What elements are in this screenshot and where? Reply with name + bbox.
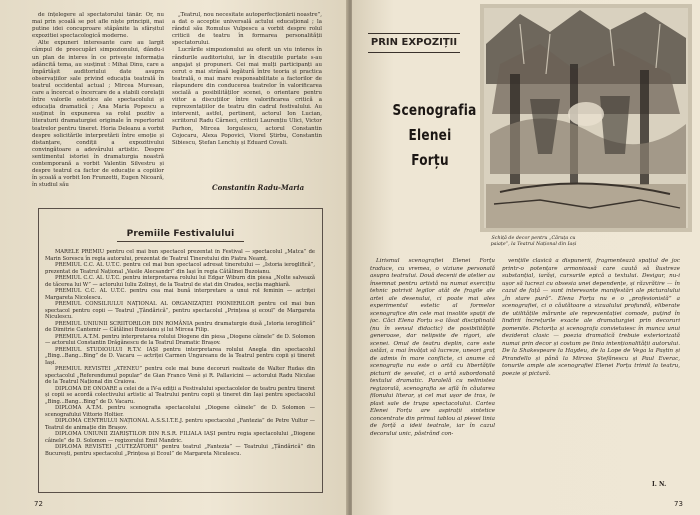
title-underline — [117, 241, 244, 242]
awards-box — [38, 208, 323, 493]
paragraph: „Teatrul, nou necesitate autoperfecționării noastre”, a dat o acceptie universală actului educațional ; la rândul său Romulus Vulpescu a vorbit despre rolul criticii de teatru în formarea personalității spectatorului. — [172, 12, 322, 47]
image-caption: Schiță de decor pentru „Căruța cu paiațe”, la Teatrul Național din Iași — [490, 236, 577, 248]
stage-design-sketch — [480, 4, 692, 232]
left-page — [0, 0, 348, 515]
award-item: PREMIUL A.T.M. pentru interpretarea rolului Diogene din piesa „Diogene câinele” de D. Solomon — actorului Constantin Drăgănescu de la Teatrul Dramatic Brașov. — [45, 333, 315, 346]
award-item: PREMIUL C.C. AL U.T.C. pentru cel mai bun spectacol adresat tineretului — „Istoria ieroglifică”, prezentat de Teatrul Național „Vasile Alecsandri” din Iași în regia Cătălinei Buzoianu. — [45, 262, 315, 275]
paragraph: vențiile clasică a dispunerii, fragmentează spațiul de joc printr-o potențare armonioasă care caută să îlustreze substanțial, iarăși, cursurile epică a textului. Desigur, nu-i ușor să lucrezi cu obsesia unei dependențe, și răzvrătire — în cazul de față — sunt interesante manifestări ale picturalului „în stare pură”. Elena Forțu nu e o „profesionistă” a scenografiei, ci o căutătoare a vizualului profundă, eliberate de utilitățile mărunte ale reprezentației comode, puțind în lindirii încrețurile exacte ale dramaturgiei prin decoruri pomenite. Pictorița și scenografa convietuiesc în munca unui deziderat clasic — poezia dramatică trebuie exteriorizată numai prin decor și costum pe linia intenționalității autorului. De la Shakespeare la Haydeu, de la Lope de Vega la Paștin și Pirandello și până la Mircea Ștefănescu și Paul Everac, tonurile ample ale scenografiei Elenei Forțu trimit la teatru, poezie și pictură. — [502, 258, 680, 377]
title-line: Forțu — [411, 151, 449, 169]
page-number-left: 72 — [34, 500, 43, 508]
section-heading: PRIN EXPOZIȚII — [368, 33, 460, 53]
award-item: PREMIUL CONSILIULUI NAȚIONAL AL ORGANIZAȚIEI PIONIERILOR pentru cel mai bun spectacol pentru copii — Teatrul „Țăndărică”, pentru spectacolul „Prințesa și ecoul” de Margareta Niculescu. — [45, 301, 315, 320]
title-line: Elenei — [408, 126, 452, 144]
right-article-column-1 — [370, 258, 495, 501]
article-signature: Constantin Radu-Maria — [212, 183, 305, 192]
left-article-column-2 — [172, 12, 322, 180]
paragraph: Lirismul scenografiei Elenei Forțu traduce, cu vremea, o viziune personală asupra teatrului. Două decenii de atelier au însemnat pentru artistă nu numai exercițiu tehnic potrivit legilor atât de fragile ale artei ale desenului, ci poate mai ales experimentul estetic al formelor scenografice din cele mai insolite spații de joc. Căci Elena Forțu s-a lăsat disciplinată (nu în sensul didactic) de posibilitățile generoase, dar nelipsite de rigori, ale scenei. Omul de teatru deplin, care este astăzi, a mai învățat să lucreze, uneori graț de admis în mare conflicte, ci anume că scenografia nu este o artă cu libertățile picturii de șevalet, ci o artă subordonată textului dramatic. Paralelă cu nelinistea regizorală, scenografia se află în căutarea filonului literar, și cel mai ușor de tras, le plast sale de trupa spectacolului. Cartea Elenei Forțu are aspirații sintetice concentrate din primul tablou al piesei linia de forță a ideii teatrale, iar în cazul decorului unic, păstrând con- — [370, 258, 495, 437]
right-page — [352, 0, 700, 515]
award-item: PREMIUL UNIUNII SCRIITORILOR DIN ROMÂNIA pentru dramaturgie dusă „Istoria ieroglifică” de Dimitrie Cantemir — Cătălinei Buzoianu și lui Mircea Filip. — [45, 320, 315, 333]
award-item: PREMIUL C.C. AL U.T.C. pentru interpretarea rolului lui Edgar Wiburn din piesa „Nolte salvează de tăcerea lui W” — actorului Iuliu Zolinyi, de la Teatrul de stat din Oradea, secția maghiară. — [45, 275, 315, 288]
award-item: PREMIUL STUDIOULUI R.T.V. IAȘI pentru interpretarea rolului Anegla din spectacolul „Bing...Bang...Bing” de D. Vacaru — actriței Carmen Ungureanu de la Teatrul pentru copii și tineret Iași. — [45, 346, 315, 366]
article-signature: I. N. — [652, 481, 667, 488]
sketch-illustration — [480, 4, 692, 232]
paragraph: de înțelegere al spectatorului tânăr. Or, nu mai prin școală se pot afle niște principii, mai putine idei concuproare stăpânite la sfârșitul expozitiei spectacologică moderne. — [32, 12, 164, 40]
awards-title: Premiile Festivalului — [126, 229, 235, 239]
award-item: DIPLOMA A.T.M. pentru scenografia spectacolului „Diogene câinele” de D. Solomon — scenografului Vittorio Holtier. — [45, 405, 315, 418]
award-item: PREMIUL REVISTEI „ATENEU” pentru cele mai bune decoruri realizate de Walter Rudas din spectacolul „Referendumul popular” de Gian Franco Venè și R. Pallavicini — actorului Radu Niculae de la Teatrul Național din Craiova. — [45, 366, 315, 385]
left-article-column-1 — [32, 12, 164, 188]
awards-list — [45, 249, 315, 487]
award-item: DIPLOMA REVISTEI „CUTEZĂTORII” pentru teatrul „Fantezia” — Teatrului „Țăndărică” din București, pentru spectacolul „Prințesa și Ecoul” de Margareta Niculescu. — [45, 444, 315, 457]
page-number-right: 73 — [674, 500, 683, 508]
paragraph: Lucrările simpozionului au oferit un viu interes în rândurile auditoriului, iar în discuțiile purtate s-au angajat și propuneri. Cei mai mulți participanți au cerut o mai strânsă legătură între teoria și practica teatrală, o mai mare responsabilitate a factorilor de răspundere din conducerea teatrelor în valorificarea socială a posibilităților scenei, o orientare pentru viitor a discuțiilor între valorificarea critică a reprezentațiilor de teatru din cadrul festivalului. Au intervenit, astfel, pertinent, actorul Ion Lucian, scriitorul Radu Cârneci, criticii Laurențiu Ulici, Victor Parhon, Mircea Iorgulescu, actorul Constantin Cojocaru, Alexa Popovici, Viorel Știrbu, Constantin Sibiescu, Ștefan Lenchiș și Eduard Covali. — [172, 47, 322, 146]
award-item: DIPLOMA CENTRULUI NAȚIONAL A.S.S.I.T.E.J. pentru spectacolul „Fantezia” de Petre Vultur — Teatrul de animație din Brașov. — [45, 418, 315, 431]
article-title — [392, 98, 477, 173]
title-line: Scenografia — [392, 101, 477, 119]
award-item: MARELE PREMIU pentru cel mai bun spectacol prezentat în Festival — spectacolul „Matca” de Marin Sorescu în regia autorului, prezentat de Teatrul Tineretului din Piatra Neamț. — [45, 249, 315, 262]
paragraph: Alte expuneri interesante care au largit câmpul de preocupări simpozionului, dându-i un plan de interes în ce privește informația adâncită tema, au susținut : Mihai Dinu, care a împărtășit auditoriului date asupra observațiilor sale privind educația teatrală în teatrul occidental actual ; Mircea Muresan, care a încercat o încercare de a stabili corelații între valorile estetice ale spectacolului și educația dramatică ; Ana Maria Popescu a susținut în expunerea sa rolul pozitiv a literaturii dramaturgiei originale în repertoriul teatrelor pentru tineret. Horia Deleanu a vorbit despre solicitările interpretării între emoție și distanțare, condiții a expozitivului convingătoare a adevărului artistic. Despre sentimentul istoriei în dramaturgia noastră contemporană a vorbit Valentin Silvestru și despre teatrul ca factor de educație a copiilor în școală a vorbit Ion Frunzetti, Eugen Nicoară, în studiul său — [32, 40, 164, 188]
right-article-column-2 — [502, 258, 680, 486]
award-item: DIPLOMA UNIUNII ZIARIȘTILOR DIN R.S.R. FILIALA IAȘI pentru regia spectacolului „Diogene câinele” de D. Solomon — regizorului Emil Mandric. — [45, 431, 315, 444]
award-item: DIPLOMA DE ONOARE a celei de a IV-a ediții a Festivalului spectacolelor de teatru pentru tineret și copii se acordă colectivului artistic al Teatrului pentru copii și tineret din Iași pentru spectacolul „Bing...Bang...Bing” de D. Vacaru. — [45, 385, 315, 405]
award-item: PREMIUL C.C. AL U.T.C. pentru cea mai bună interpretare a unui rol feminin — actriței Margareta Nicolescu. — [45, 288, 315, 301]
